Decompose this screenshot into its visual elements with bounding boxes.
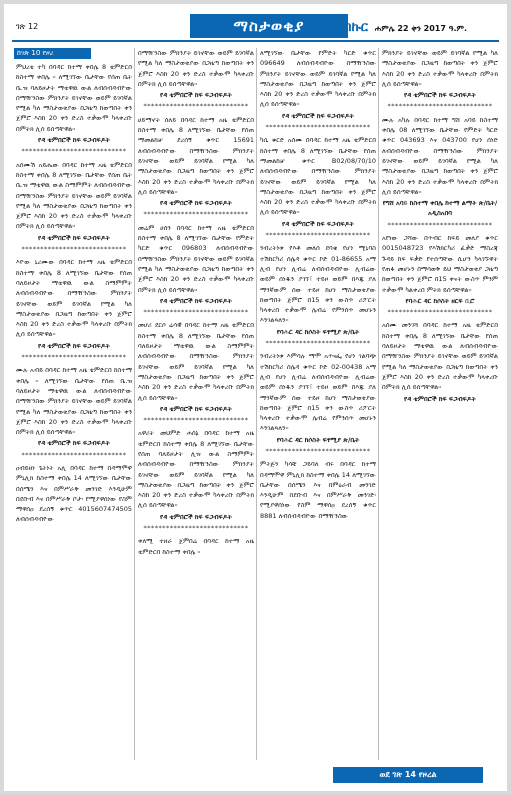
notice-text: አሰሙሽ አይሔው በባዳር ከተማ አዜ ቴምድርበ ከስተማ ቀበሌ 8 ለሚገኘው ቤታቸው የሰጠ ቤት ቤ.ዝ ማቴዋዉ ውል ስማምምት ለብሰብዳብዮው በማዥንስው ምክንያት ይገኖቸው ወይም ይገባኛል የሚል ካለ ማስታወቂያው በጋዜጣ ከወጣበት ቀን ጀምሮ እስከ 20 ቀን ድረስ ተቃውሞ ካላቀረቡ በምትክ ሊሰ ይሰጣቸዋል። — [16, 160, 132, 231]
column-1 — [16, 62, 132, 752]
notice-signature: የባሕር ዳር ከሶስት ፍፃሚያ ጽ/ቤት — [276, 435, 360, 444]
column-3 — [260, 48, 376, 748]
notice-text: መሆሪ ደርሶ ሬሳዊ በባዳር ከተማ አዜ ቴምድርበ ከስተማ ቀበሌ 8 ለሚገኘው ቤታቸው የሰጠ ባለይዞታት ማቴዋዉ ውል ስማምምት ለብሰብዳብዮው በማዥንስው ምክንያት ይገኖቸው ወይም ይገባኛል የሚል ካለ ማስታወቂያው በጋዜጣ ከወጣበት ቀን ጀምሮ እስከ 20 ቀን ድረስ ተቃውሞ ካላቀረቡ በምትክ ሊሰ ይሰጣቸዋል። — [138, 321, 254, 402]
notice-separator: **************************** — [265, 123, 371, 132]
page-number: ገጽ 12 — [16, 22, 39, 31]
notice-signature: የዳ ቴምበሮች ከፍ ፍጋብፍዶት — [282, 111, 354, 120]
notice-text: በማዥንስው ምክንያት ይገኖቸው ወይም ይገባኛል የሚል ካለ ማስታወቂያው በጋዜጣ ከወጣበት ቀን ጀምሮ እስከ 20 ቀን ድረስ ተቃውሞ ካላቀረቡ በምትክ ሊሰ ይሰጣቸዋል። — [138, 49, 254, 88]
notice-text: ሙሉ አካሉ በባዳር ከተማ ግሸ አባይ ከስተማ ቀበሌ 08 ለሚገኘው ቤታቸው የምድት ካርድ ቁጥር 043693 እና 043700 የሆነ ሰነድ ለብሰብዳብዮው በማዥንስው ምክንያት ይገኖቸው ወይም ይገባኛል የሚል ካለ ማስታወቂያው በጋዜጣ ከወጣበት ቀን ጀምሮ እስከ 20 ቀን ድረስ ተቃውሞ ካላቀረቡ በምትክ ሊሰ ይሰጣቸዋል። — [382, 115, 498, 196]
notice-text: ምህረቴ ተካ በባዳር ከተማ ቀበሌ 8 ቴምድርበ ከስተማ ቀበሌ ። ለሚገኘው ቤታቸው የሰጠ ቤት ቤ.ዝ ባለይዞታት ማቴዋዉ ውል ለብሰብዳብዮው በማዥንስው ምክንያት ይገኖቸው ወይም ይገባኛል የሚል ካለ ማስታወቂያው በጋዜጣ ከወጣበት ቀን ጀምሮ እስከ 20 ቀን ድረስ ተቃውሞ ካላቀረቡ በምትክ ሊሰ ይሰጣቸዋል። — [16, 63, 132, 133]
section-banner: ማስታወቂያ — [190, 14, 348, 38]
notice-signature: የዳ ቴምበሮች ከፍ ፍጋብፍዶት — [160, 404, 232, 413]
notice-signature: የዳ ቴምበሮች ከፍ ፍጋብፍዶት — [38, 136, 110, 145]
notice-signature: የዳ ቴምበሮች ከፍ ፍጋብፍዶት — [38, 439, 110, 448]
masthead — [344, 20, 467, 35]
notice-signature: የዳ ቴምበሮች ከፍ ፍጋብፍዶት — [404, 91, 476, 100]
notice-text: መሬም ሀሰን በባዳር ከተማ አዜ ቴምድርበ ከስተማ ቀበሌ 8 ለሚገኘው ቤታቸው የምድት ካርድ ቁጥር 096803 ለብሰብዳብዮው በማዥንስው ምክንያት ይገኖቸው ወይም ይገባኛል የሚል ካለ ማስታወቂያው በጋዜጣ ከወጣበት ቀን ጀምሮ እስከ 20 ቀን ድረስ ተቃውሞ ካላቀረቡ በምትክ ሊሰ ይሰጣቸዋል። — [138, 223, 254, 294]
notice-separator: **************************** — [265, 339, 371, 348]
notice-separator: **************************** — [143, 210, 249, 219]
notice-separator: **************************** — [265, 231, 371, 240]
issue-date: ሐምሌ 22 ቀን 2017 ዓ.ም. — [374, 24, 467, 33]
notice-text: ንብረትነቱ እምሳሉ ማሞ አጥናፌ የሆነ ገልባጭ ተሽከርካሪ ሰሌዳ ቁጥር ኮድ 02-00438 አማ ሊብ የሆነ ሊብሬ ለብሰብዳብዮው ሊብሬው ወይም ሰነዱን ያገኘ፣ ተይዞ ወይም በእጁ ያለ ማንኛውም ሰው ተይዞ ከሆነ ማስታወቂያው ከወጣበት ጀምሮ በ15 ቀን ውስጥ ሪፖርት ካላቀረቡ ተቃውሞ ሌብሬ የምንሰጥ መሆኑን እንገልጻለን። — [260, 352, 376, 433]
column-2 — [138, 48, 254, 748]
notice-text: እዮው ኒረሙው በባዳር ከተማ አዜ ቴምድርበ ከስተማ ቀበሌ 8 ለሚገኘው ቤታቸው የሰጠ ባለይዞታት ማቴዋዉ ውል ስማምምት ለብሰብዳብዮው በማዥንስው ምክንያት ይገኖቸው ወይም ይገባኛል የሚል ካለ ማስታወቂያው በጋዜጣ ከወጣበት ቀን ጀምሮ እስከ 20 ቀን ድረስ ተቃውሞ ካላቀረቡ በምትክ ሊሰ ይሰጣቸዋል። — [16, 258, 132, 339]
notice-text: ምትጅን ካሳቹ ጋይባለ ብሩ በባዳር ከተማ በዳማሞዋ ምኒሊክ ከስተማ ቀበሌ 14 ለሚገኘው ቤታቸው በሰሜን እና በምዕራብ መንገድ እንዲሁም በደቡብ እና በምሥራቅ መንገድ፡ የሚያዋሰነው የስም ማዋሰዐ ደረሰኝ ቁጥር 8881 ለብሰብዳብዮው በማዥንስው — [260, 460, 376, 520]
notice-separator: **************************** — [143, 524, 249, 533]
notice-signature: የዳ ቴምበሮች ከፍ ፍጋብፍዶት — [160, 296, 232, 305]
notice-text: አዋሪት መህምድ ሐሰኔ በባዳር ከተማ አዜ ቴምድርበ ከስተማ ቀበሌ 8 ለሚገኘው ቤታቸው የሰጠ ባለይዞታት ሊዝ ውል ስማምምት ለብሰብዳብዮው በማዥንስው ምክንያት ይገኖቸው ወይም ይገባኛል የሚል ካለ ማስታወቂያው በጋዜጣ ከወጣበት ቀን ጀምሮ እስከ 20 ቀን ድረስ ተቃውሞ ካላቀረቡ በምትክ ሊሰ ይሰጣቸዋል። — [138, 429, 254, 510]
notice-separator: **************************** — [21, 147, 127, 156]
notice-text: ሀይማኖት ሰለይ በባዳር ከተማ አዜ ቴምድርበ ከስተማ ቀበሌ 8 ለሚገኘው ቤታቸው የሰጠ ማመልከቻ ደረሰኝ ቁጥር 15691 ለብሰብዳብዮው በማዥንስው ምክንያት ይገኖቸው ወይም ይገባኛል የሚል ካለ ማስታወቂያው በጋዜጣ ከወጣበት ቀን ጀምሮ እስከ 20 ቀን ድረስ ተቃውሞ ካላቀረቡ በምትክ ሊሰ ይሰጣቸዋል። — [138, 115, 254, 196]
notice-signature: የባሕር ዳር ከሶስት ዘርፍ ቢሮ — [405, 296, 475, 305]
column-4 — [382, 48, 498, 748]
notice-separator: **************************** — [265, 446, 371, 455]
notice-text: ምክንያት ይገኖቸው ወይም ይገባኛል የሚል ካለ ማስታወቂያው በጋዜጣ ከወጣበት ቀን ጀምሮ እስከ 20 ቀን ድረስ ተቃውሞ ካላቀረቡ በምትክ ሊሰ ይሰጣቸዋል። — [382, 49, 498, 88]
continued-footer: ወደ ገጽ 14 የዞረል — [333, 767, 483, 783]
notice-text: አሰሙ መንገሻ በባዳር ከተማ አዜ ቴምድርበ ከስተማ ቀበሌ 8 ለሚገኘው ቤታቸው የሰጠ ባለይዞታት ማቴዋዉ ውል ለብሰብዳብዮው በማዥንስው ምክንያት ይገኖቸው ወይም ይገባኛል የሚል ካለ ማስታወቂያው በጋዜጣ ከወጣበት ቀን ጀምሮ እስከ 20 ቀን ድረስ ተቃውሞ ካላቀረቡ በምትክ ሊሰ ይሰጣቸዋል። — [382, 321, 498, 392]
notice-signature: የዳ ቴምበሮች ከፍ ፍጋብፍዶት — [160, 199, 232, 208]
notice-text: ካሴ ቁርድ አሰሙ በባዳር ከተማ አዜ ቴምድርበ ከስተማ ቀበሌ 8 ለሚገኘው ቤታቸው የሰጠ ማመልከቻ ቁጥር B02/08/70/10 ለብሰብዳብዮው በማዥንስው ምክንያት ይገኖቸው ወይም ይገባኛል የሚል ካለ ማስታወቂያው በጋዜጣ ከወጣበት ቀን ጀምሮ እስከ 20 ቀን ድረስ ተቃውሞ ካላቀረቡ በምትክ ሊሰ ይሰጣቸዋል። — [260, 136, 376, 217]
notice-separator: **************************** — [387, 220, 493, 229]
column-divider — [378, 48, 379, 760]
notice-separator: **************************** — [21, 450, 127, 459]
notice-text: ዐብይዘነ ጌትነት አሊ በባዳር ከተማ በዳማሞዋ ምኒሊክ ከስተማ ቀበሌ 14 ለሚገኘው ቤታቸው በሰሜን እና በምሥራቅ መንገድ እንዲሁም በደቡብ እና በምሥራቅ ቦታ፡ የሚያዋሰነው የስም ማዋሰዐ ደረሰኝ ቁጥር 4015607474505 ለብሰብዳብዮው — [16, 463, 132, 524]
notice-signature: የግሸ አባይ ከስተማ ቀበሌ ከተማ ልማት ጽ/ቤት/ አዲስአበባ — [382, 199, 498, 218]
notice-text: ለሚገኘው ቤታቸው የምድት ካርድ ቁጥር 096649 ለብሰብዳብዮው በማዥንስው ምክንያት ይገኖቸው ወይም ይገባኛል የሚል ካለ ማስታወቂያው በጋዜጣ ከወጣበት ቀን ጀምሮ እስከ 20 ቀን ድረስ ተቃውሞ ካላቀረቡ በምትክ ሊሰ ይሰጣቸዋል። — [260, 49, 376, 109]
notice-signature: የዳ ቴምበሮች ከፍ ፍጋብፍዶት — [160, 512, 232, 521]
notice-separator: **************************** — [143, 416, 249, 425]
paper-name: በኩር — [344, 20, 368, 35]
notice-separator: **************************** — [387, 102, 493, 111]
notice-signature: የዳ ቴምበሮች ከፍ ፍጋብፍዶት — [160, 91, 232, 100]
notice-text: ቀለሚ ተዘራ ጀምበሬ በባዳር ከተማ አዜ ቴምድርበ ከስተማ ቀበሌ ። — [138, 537, 254, 556]
notice-signature: የባሕር ዳር ከሶስት ፍፃሚያ ጽ/ቤት — [276, 327, 360, 336]
notice-text: ንብረትነቱ የእቶ መለሰ ደባቄ የሆነ ሚኒባስ ተሽከርካሪ ሰሌዳ ቁጥር ኮድ 01-86655 አማ ሊብ የሆነ ሊብሬ ለብሰብዳብዮው ሊብሬው ወይም ሰነዱን ያገኘ፣ ተይዞ ወይም በእጁ ያለ ማንኛውም ሰው ተይዞ ከሆነ ማስታወቂያው ከወጣበት ጀምሮ በ15 ቀን ውስጥ ሪፖርት ካላቀረበ ተቃውሞ ሌብሬ የምንሰጥ መሆኑን እንገልጻለን። — [260, 244, 376, 325]
notice-signature: የዳ ቴምበሮች ከፍ ፍጋብፍዶት — [282, 219, 354, 228]
notice-separator: **************************** — [387, 308, 493, 317]
notice-separator: **************************** — [143, 308, 249, 317]
newspaper-page — [4, 4, 507, 791]
notice-separator: **************************** — [143, 102, 249, 111]
notice-text: አየነው ጋሻው በጥብር ከፍይ መለያ ቁጥር 0015048723 የእሽክርካሪ ፈቃድ ማስረጃ ጉዳይ ከፍ ፍቃድ የተሰጣቸው ሲሆን ካላገኙዋት የጠፋ መሆኑን በማሳወቅ ይህ ማስታወቂያ ጋዜጣ ከወጣበት ቀን ጀምሮ በ15 ቀናት ውስጥ ምንም ተቃውሞ ካልቀረበ ምትክ ይሰጣቸዋል። — [382, 234, 498, 294]
continued-tag: ከገጽ 10 የዞረ — [14, 48, 91, 59]
notice-separator: **************************** — [21, 245, 127, 254]
column-divider — [256, 48, 257, 760]
column-divider — [134, 48, 135, 760]
notice-signature: የዳ ቴምበሮች ከፍ ፍጋብፍዶት — [38, 341, 110, 350]
notice-text: ሙሉ አብይ በባዳር ከተማ አዜ ቴምድርበ ከስተማ ቀበሌ ። ለሚገኘው ቤታቸው የሰጠ ቤ.ዝ ባለይዞታት ማቴዋዉ ውል ለብሰብዳብዮው በማዥንስው ምክንያት ይገኖቸው ወይም ይገባኛል የሚል ካለ ማስታወቂያው በጋዜጣ ከወጣበት ቀን ጀምሮ እስከ 20 ቀን ድረስ ተቃውሞ ካላቀረቡ በምትክ ሊሰ ይሰጣቸዋል። — [16, 366, 132, 437]
notice-separator: **************************** — [21, 353, 127, 362]
notice-signature: የዳ ቴምበሮች ከፍ ፍጋብፍዶት — [38, 233, 110, 242]
header-rule — [12, 40, 499, 42]
notice-signature: የዳ ቴምበሮች ከፍ ፍጋብፍዶት — [404, 394, 476, 403]
